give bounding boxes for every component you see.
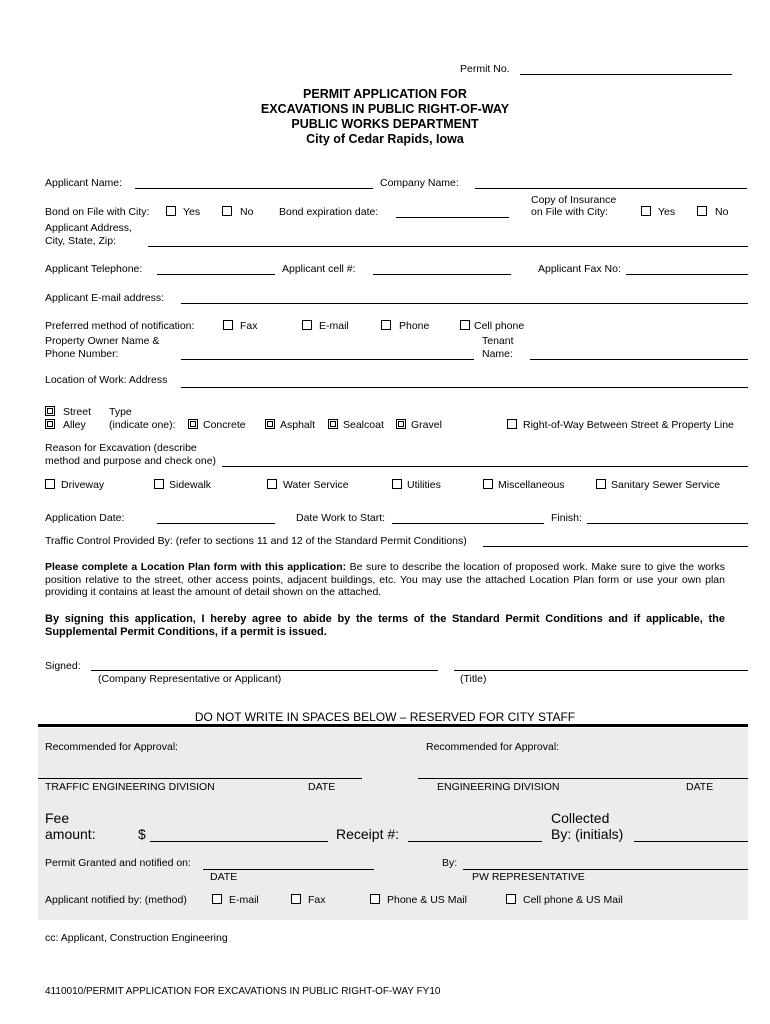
owner-field[interactable] (181, 359, 474, 360)
engineering-date-label: DATE (686, 781, 714, 793)
driveway-label: Driveway (61, 479, 105, 491)
staff-section (38, 728, 748, 920)
permit-no-field[interactable] (520, 74, 732, 75)
email-field[interactable] (181, 303, 748, 304)
granted-label: Permit Granted and notified on: (45, 857, 191, 869)
insurance-yes-checkbox[interactable] (641, 206, 651, 216)
asphalt-label: Asphalt (280, 419, 316, 431)
location-label: Location of Work: Address (45, 374, 168, 386)
granted-date-caption: DATE (210, 871, 238, 883)
telephone-field[interactable] (157, 274, 275, 275)
utilities-checkbox[interactable] (392, 479, 402, 489)
recommended-right-label: Recommended for Approval: (426, 741, 560, 753)
bond-no-label: No (240, 206, 254, 218)
sealcoat-label: Sealcoat (343, 419, 384, 431)
type-label-2: (indicate one): (109, 419, 176, 431)
row-label: Right-of-Way Between Street & Property Line (523, 419, 734, 431)
granted-date-field[interactable] (203, 869, 374, 870)
concrete-checkbox[interactable] (188, 419, 198, 429)
water-checkbox[interactable] (267, 479, 277, 489)
location-plan-note: Please complete a Location Plan form with this application: Be sure to describe the location of proposed work. Make sure to give the works position relative to the street, other access points, adjacent buildings, etc. You may use the attached Location Plan form or use your own plan providing it contains at least the amount of detail shown on the attached. (45, 561, 726, 598)
notified-cell-checkbox[interactable] (506, 894, 516, 904)
notified-by-label: Applicant notified by: (method) (45, 894, 187, 906)
notif-phone-label: Phone (399, 320, 430, 332)
collected-label-1: Collected (551, 810, 610, 826)
insurance-yes-label: Yes (658, 206, 676, 218)
email-label: Applicant E-mail address: (45, 292, 165, 304)
location-field[interactable] (181, 387, 748, 388)
owner-label-1: Property Owner Name & (45, 335, 160, 347)
notified-phone-checkbox[interactable] (370, 894, 380, 904)
misc-label: Miscellaneous (498, 479, 565, 491)
alley-checkbox[interactable] (45, 419, 55, 429)
misc-checkbox[interactable] (483, 479, 493, 489)
engineering-division-label: ENGINEERING DIVISION (437, 781, 560, 793)
signed-label: Signed: (45, 660, 81, 672)
start-date-label: Date Work to Start: (296, 512, 386, 524)
pw-rep-caption: PW REPRESENTATIVE (472, 871, 585, 883)
street-label: Street (63, 406, 92, 418)
agreement-note: By signing this application, I hereby agree to abide by the terms of the Standard Permit Conditions and if applicable, the Supplemental Permit Conditions, if a permit is issued. (45, 613, 725, 638)
address-label-2: City, State, Zip: (45, 235, 116, 247)
by-label: By: (442, 857, 458, 869)
traffic-signature-field[interactable] (38, 778, 362, 779)
notif-fax-label: Fax (240, 320, 258, 332)
cell-field[interactable] (373, 274, 511, 275)
notified-email-label: E-mail (229, 894, 259, 906)
alley-label: Alley (63, 419, 86, 431)
cell-label: Applicant cell #: (282, 263, 356, 275)
insurance-label-2: on File with City: (531, 206, 609, 218)
start-date-field[interactable] (392, 523, 544, 524)
tenant-field[interactable] (530, 359, 748, 360)
app-date-field[interactable] (157, 523, 275, 524)
form-id: 4110010/PERMIT APPLICATION FOR EXCAVATIONS IN PUBLIC RIGHT-OF-WAY FY10 (45, 986, 441, 997)
traffic-label: Traffic Control Provided By: (refer to sections 11 and 12 of the Standard Permit Conditions) (45, 535, 467, 547)
staff-banner: DO NOT WRITE IN SPACES BELOW – RESERVED FOR CITY STAFF (194, 710, 576, 724)
title-caption: (Title) (460, 673, 487, 685)
bond-yes-checkbox[interactable] (166, 206, 176, 216)
applicant-name-label: Applicant Name: (45, 177, 123, 189)
notif-fax-checkbox[interactable] (223, 320, 233, 330)
fax-label: Applicant Fax No: (538, 263, 621, 275)
app-date-label: Application Date: (45, 512, 125, 524)
row-checkbox[interactable] (507, 419, 517, 429)
recommended-left-label: Recommended for Approval: (45, 741, 179, 753)
fee-label-1: Fee (45, 810, 70, 826)
type-label-1: Type (109, 406, 132, 418)
telephone-label: Applicant Telephone: (45, 263, 143, 275)
bond-expiration-field[interactable] (396, 217, 509, 218)
fee-field[interactable] (150, 841, 328, 842)
staff-rule (38, 724, 748, 727)
notif-phone-checkbox[interactable] (381, 320, 391, 330)
insurance-no-label: No (715, 206, 729, 218)
title-line-3: PUBLIC WORKS DEPARTMENT (291, 117, 479, 131)
traffic-field[interactable] (483, 546, 748, 547)
signature-field[interactable] (91, 670, 438, 671)
bond-expiration-label: Bond expiration date: (279, 206, 379, 218)
concrete-label: Concrete (203, 419, 246, 431)
engineering-signature-field[interactable] (418, 778, 748, 779)
notif-email-label: E-mail (319, 320, 349, 332)
gravel-label: Gravel (411, 419, 442, 431)
address-field[interactable] (148, 246, 748, 247)
sidewalk-label: Sidewalk (169, 479, 212, 491)
receipt-label: Receipt #: (336, 826, 400, 842)
notif-email-checkbox[interactable] (302, 320, 312, 330)
applicant-name-field[interactable] (135, 188, 373, 189)
notified-fax-checkbox[interactable] (291, 894, 301, 904)
sealcoat-checkbox[interactable] (328, 419, 338, 429)
rep-label: (Company Representative or Applicant) (98, 673, 282, 685)
reason-label-1: Reason for Excavation (describe (45, 442, 197, 454)
asphalt-checkbox[interactable] (265, 419, 275, 429)
insurance-label-1: Copy of Insurance (531, 194, 617, 206)
reason-label-2: method and purpose and check one) (45, 455, 217, 467)
title-line-2: EXCAVATIONS IN PUBLIC RIGHT-OF-WAY (260, 102, 510, 116)
notified-cell-label: Cell phone & US Mail (523, 894, 623, 906)
fax-field[interactable] (626, 274, 748, 275)
notification-label: Preferred method of notification: (45, 320, 195, 332)
address-label-1: Applicant Address, (45, 222, 132, 234)
notif-cell-checkbox[interactable] (460, 320, 470, 330)
bond-label: Bond on File with City: (45, 206, 150, 218)
collected-field[interactable] (634, 841, 748, 842)
driveway-checkbox[interactable] (45, 479, 55, 489)
fee-label-2: amount: (45, 826, 96, 842)
reason-field[interactable] (222, 466, 748, 467)
dollar-sign: $ (138, 826, 146, 842)
permit-no-label: Permit No. (460, 63, 510, 75)
notified-fax-label: Fax (308, 894, 326, 906)
notified-email-checkbox[interactable] (212, 894, 222, 904)
gravel-checkbox[interactable] (396, 419, 406, 429)
notified-phone-label: Phone & US Mail (387, 894, 467, 906)
tenant-label-1: Tenant (482, 335, 514, 347)
bond-no-checkbox[interactable] (222, 206, 232, 216)
finish-label: Finish: (551, 512, 582, 524)
sewer-label: Sanitary Sewer Service (611, 479, 721, 491)
title-line-1: PERMIT APPLICATION FOR (303, 87, 467, 101)
traffic-division-label: TRAFFIC ENGINEERING DIVISION (45, 781, 215, 793)
receipt-field[interactable] (408, 841, 542, 842)
cc-line: cc: Applicant, Construction Engineering (45, 932, 228, 944)
finish-field[interactable] (587, 523, 748, 524)
street-checkbox[interactable] (45, 406, 55, 416)
sewer-checkbox[interactable] (596, 479, 606, 489)
sidewalk-checkbox[interactable] (154, 479, 164, 489)
company-name-label: Company Name: (380, 177, 459, 189)
utilities-label: Utilities (407, 479, 441, 491)
insurance-no-checkbox[interactable] (697, 206, 707, 216)
owner-label-2: Phone Number: (45, 348, 119, 360)
water-label: Water Service (283, 479, 349, 491)
traffic-date-label: DATE (308, 781, 336, 793)
pw-rep-field[interactable] (463, 869, 748, 870)
bond-yes-label: Yes (183, 206, 201, 218)
company-name-field[interactable] (475, 188, 747, 189)
title-field[interactable] (454, 670, 748, 671)
title-line-4: City of Cedar Rapids, Iowa (306, 132, 464, 146)
notif-cell-label: Cell phone (474, 320, 525, 332)
tenant-label-2: Name: (482, 348, 513, 360)
collected-label-2: By: (initials) (551, 826, 624, 842)
